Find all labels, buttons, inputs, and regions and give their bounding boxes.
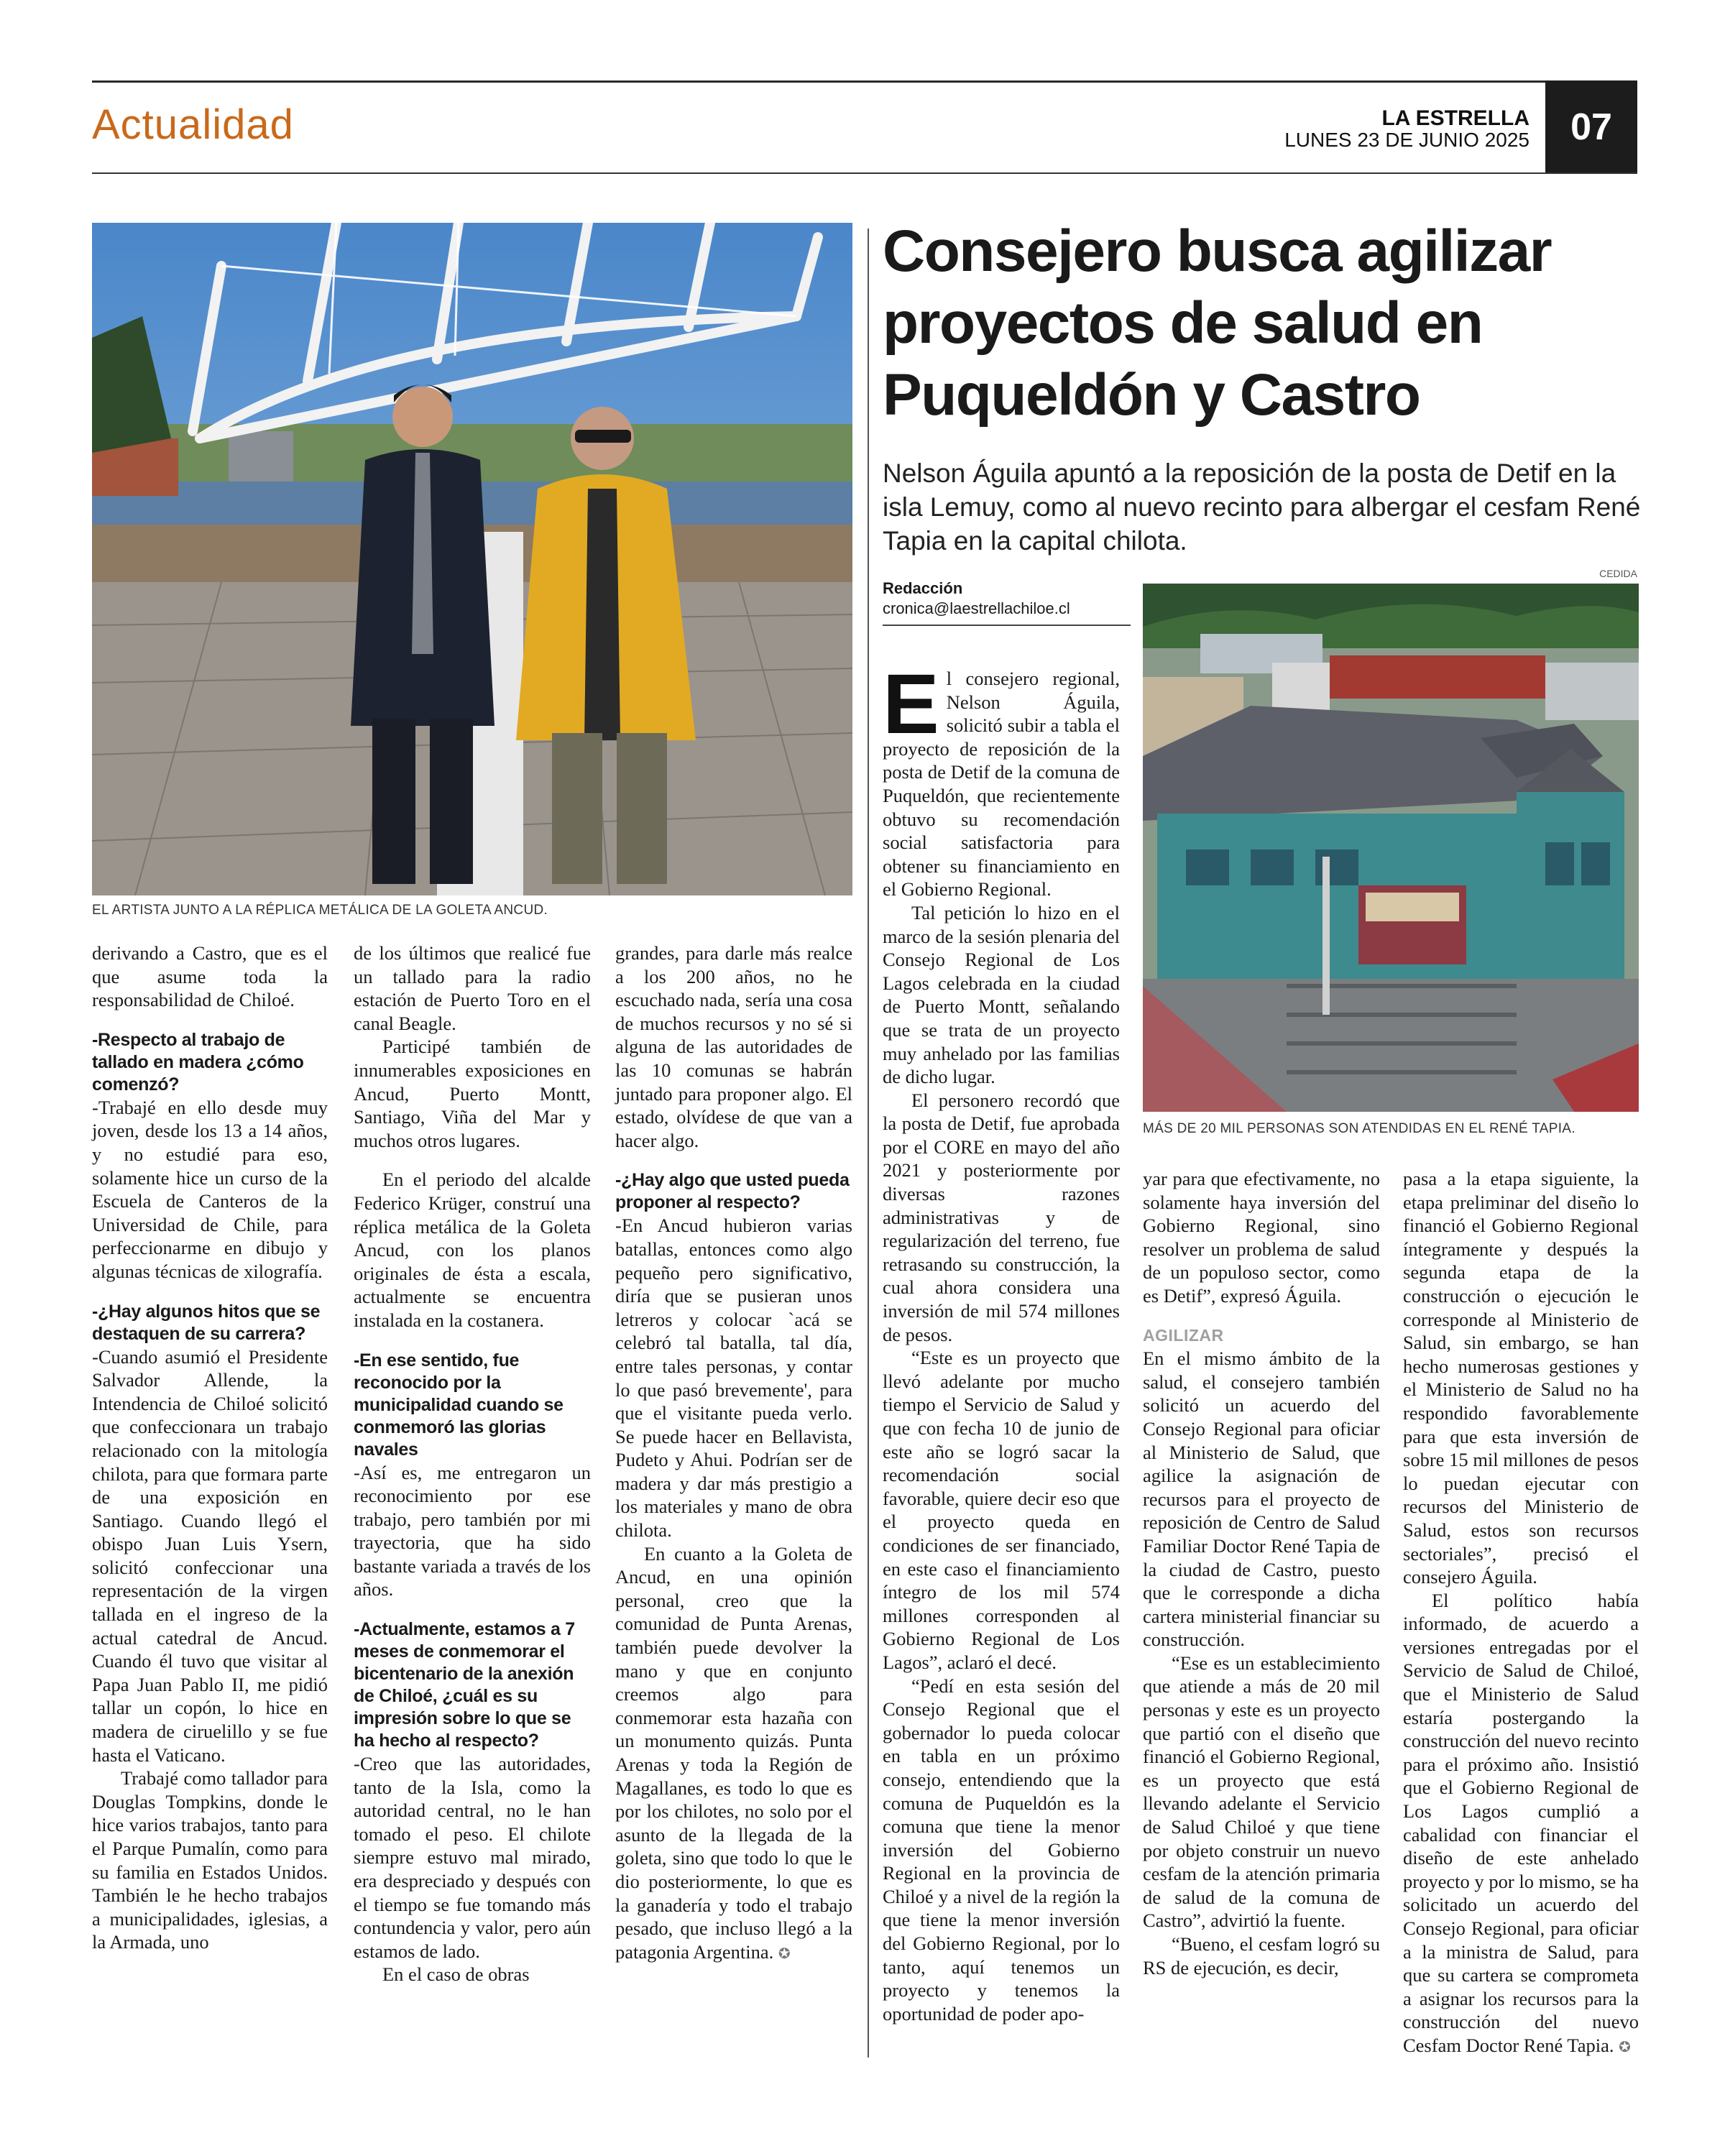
paragraph: En el periodo del alcalde Federico Krüger, construí una réplica metálica de la Goleta Ancud, con los planos originales de ésta a escala, actualmente se encuentra instalada en la costanera. — [354, 1169, 591, 1331]
interview-question: -¿Hay algunos hitos que se destaquen de su carrera? — [92, 1301, 321, 1344]
artist-photo — [92, 223, 852, 895]
paragraph: de los últimos que realicé fue un tallado para la radio estación de Puerto Toro en el canal Beagle. — [354, 942, 591, 1034]
cesfam-photo-caption: MÁS DE 20 MIL PERSONAS SON ATENDIDAS EN EL RENÉ TAPIA. — [1143, 1121, 1576, 1136]
interview-column-2 — [354, 941, 591, 1986]
byline-email: cronica@laestrellachiloe.cl — [883, 599, 1070, 617]
interview-column-1 — [92, 941, 328, 1954]
interview-question: -Respecto al trabajo de tallado en madera ¿cómo comenzó? — [92, 1029, 304, 1095]
end-mark-icon: ✪ — [778, 1944, 791, 1962]
paragraph: “Pedí en esta sesión del Consejo Regional que el gobernador lo pueda colocar en tabla en un próximo consejo, entendiendo que la comuna de Puqueldón es la comuna que tiene la menor inversión del Gobierno Regional en la provincia de Chiloé y a nivel de la región la que tiene la menor inversión del Gobierno Regional, por lo tanto, aquí tenemos un proyecto y tenemos la oportunidad de poder apo- — [883, 1674, 1120, 2024]
paragraph — [615, 1542, 852, 1966]
paragraph: “Ese es un establecimiento que atiende a más de 20 mil personas y este es un proyecto que partió con el diseño que financió el Gobierno Regional, es un proyecto que está llevando adelante el Servicio de Salud Chiloé y que tiene por objeto construir un nuevo cesfam de la atención primaria de salud de la comuna de Castro”, advirtió la fuente. — [1143, 1651, 1380, 1932]
article-column-1 — [883, 657, 1120, 2025]
paragraph: En el caso de obras — [382, 1963, 530, 1986]
paragraph: -Trabajé en ello desde muy joven, desde los 13 a 14 años, y no estudié para eso, solamente hice un curso de la Escuela de Canteros de la Universidad de Chile, para perfeccionarme en dibujo y algunas técnicas de xilografía. — [92, 1096, 328, 1282]
photo-credit: CEDIDA — [1599, 568, 1637, 579]
page-number: 07 — [1545, 80, 1637, 174]
paragraph: “Este es un proyecto que llevó adelante por mucho tiempo el Servicio de Salud y que con fecha 10 de junio de este año se logró sacar la recomendación social favorable, quiere decir eso que el proyecto queda en condiciones de ser financiado, en este caso el financiamiento íntegro de los mil 574 millones corresponden al Gobierno Regional de Los Lagos”, aclaró el decé. — [883, 1347, 1120, 1673]
byline — [883, 579, 1131, 626]
paragraph: Tal petición lo hizo en el marco de la sesión plenaria del Consejo Regional de Los Lagos celebrada en la ciudad de Puerto Montt, señalando que se trata de un proyecto muy anhelado por las familias de dicho lugar. — [883, 901, 1120, 1088]
paragraph: Trabajé como tallador para Douglas Tompkins, donde le hice varios trabajos, tanto para el Parque Pumalín, como para su familia en Estados Unidos. También le he hecho trabajos a municipalidades, iglesias, a la Armada, uno — [92, 1767, 328, 1953]
artist-photo-caption: EL ARTISTA JUNTO A LA RÉPLICA METÁLICA DE LA GOLETA ANCUD. — [92, 903, 548, 918]
header-top-rule — [92, 80, 1637, 83]
paragraph: derivando a Castro, que es el que asume toda la responsabilidad de Chiloé. — [92, 942, 328, 1011]
paragraph — [1403, 1589, 1639, 2059]
header-bottom-rule — [92, 172, 1637, 174]
lead-paragraph — [883, 657, 1120, 901]
interview-column-3 — [615, 941, 852, 1965]
publication-name: LA ESTRELLA — [1381, 106, 1530, 130]
lead-paragraph-text: l consejero regional, Nelson Águila, solicitó subir a tabla el proyecto de reposición de la posta de Detif de la comuna de Puqueldón, que recientemente obtuvo su recomendación social satisfactoria para obtener su financiamiento en el Gobierno Regional. — [883, 668, 1120, 900]
article-column-3 — [1403, 1167, 1639, 2059]
section-title: Actualidad — [92, 101, 294, 148]
paragraph: “Bueno, el cesfam logró su RS de ejecución, es decir, — [1143, 1933, 1380, 1978]
paragraph: yar para que efectivamente, no solamente haya inversión del Gobierno Regional, sino resolver un problema de salud de un populoso sector, como es Detif”, expresó Águila. — [1143, 1168, 1380, 1307]
paragraph: -En Ancud hubieron varias batallas, entonces como algo pequeño pero significativo, diría que se pusieran unos letreros y colocar `acá se celebró tal batalla, tal día, entre tales personas, y contar lo que pasó brevemente', para que el visitante pueda verlo. Se puede hacer en Bellavista, Pudeto y Ahui. Podrían ser de madera y dar más prestigio a los materiales y mano de obra chilota. — [615, 1215, 852, 1542]
article-subhead: AGILIZAR — [1143, 1325, 1224, 1345]
paragraph: pasa a la etapa siguiente, la etapa preliminar del diseño lo financió el Gobierno Regional íntegramente y después la segunda etapa de la construcción o ejecución le corresponde al Ministerio de Salud, sin embargo, se han hecho numerosas gestiones y el Ministerio de Salud no ha respondido favorablemente para que esta inversión de sobre 15 mil millones de pesos lo puedan ejecutar con recursos del Ministerio de Salud, estos son recursos sectoriales”, precisó el consejero Águila. — [1403, 1168, 1639, 1588]
end-mark-icon: ✪ — [1619, 2037, 1631, 2055]
byline-name: Redacción — [883, 579, 963, 597]
article-headline: Consejero busca agilizar proyectos de salud en Puqueldón y Castro — [883, 218, 1552, 428]
column-rule — [868, 229, 869, 2058]
artist-photo-illustration — [92, 223, 852, 895]
interview-question: -Actualmente, estamos a 7 meses de conmemorar el bicentenario de la anexión de Chiloé, ¿cuál es su impresión sobre lo que se ha hecho al respecto? — [354, 1619, 575, 1751]
article-deck: Nelson Águila apuntó a la reposición de la posta de Detif en la isla Lemuy, como al nuevo recinto para albergar el cesfam René Tapia en la capital chilota. — [883, 459, 1641, 556]
paragraph: En el mismo ámbito de la salud, el consejero también solicitó un acuerdo del Consejo Regional para oficiar al Ministerio de Salud, que agilice la asignación de recursos para el proyecto de reposición de Centro de Salud Familiar Doctor René Tapia de la ciudad de Castro, puesto que le corresponde a dicha cartera ministerial financiar su construcción. — [1143, 1348, 1380, 1651]
cesfam-photo-illustration — [1143, 584, 1639, 1112]
paragraph: -Cuando asumió el Presidente Salvador Allende, la Intendencia de Chiloé solicitó que confeccionara un trabajo relacionado con la mitología chilota, para que formara parte de una exposición en Santiago. Cuando llegó el obispo Juan Luis Ysern, solicitó confeccionar una representación de la virgen tallada en el ingreso de la actual catedral de Ancud. Cuando él tuvo que visitar al Papa Juan Pablo II, me pidió tallar un copón, lo hice en madera de ciruelillo y se fue hasta el Vaticano. — [92, 1345, 328, 1766]
paragraph: El personero recordó que la posta de Detif, fue aprobada por el CORE en mayo del año 2021 y posteriormente por diversas razones administrativas y de regularización del terreno, fue retrasando su construcción, la cual ahora considera una inversión de mil 574 millones de pesos. — [883, 1089, 1120, 1345]
paragraph: grandes, para darle más realce a los 200 años, no he escuchado nada, sería una cosa de muchos recursos y no sé si alguna de las autoridades de las 10 comunas se habrán juntado para proponer algo. El estado, olvídese de que van a hacer algo. — [615, 942, 852, 1151]
interview-question: -¿Hay algo que usted pueda proponer al respecto? — [615, 1170, 850, 1213]
paragraph: Participé también de innumerables exposiciones en Ancud, Puerto Montt, Santiago, Viña del Mar y muchos otros lugares. — [354, 1036, 591, 1151]
drop-cap: E — [883, 657, 939, 752]
paragraph: -Creo que las autoridades, tanto de la Isla, como la autoridad central, no le han tomado el peso. El chilote siempre estuvo mal mirado, era despreciado y después con el tiempo se fue tomando más contundencia y valor, pero aún estamos de lado. — [354, 1753, 591, 1962]
cesfam-photo — [1143, 584, 1639, 1112]
paragraph: -Así es, me entregaron un reconocimiento por ese trabajo, pero también por mi trayectoria, que ha sido bastante variada a través de los años. — [354, 1461, 591, 1600]
article-column-2 — [1143, 1167, 1380, 1979]
paragraph-text: El político había informado, de acuerdo a versiones entregadas por el Servicio de Salud de Chiloé, que el Ministerio de Salud estaría postergando la construcción del nuevo recinto para el próximo año. Insistió que el Gobierno Regional de Los Lagos cumplió a cabalidad con financiar el diseño de este anhelado proyecto y por lo mismo, se ha solicitado un acuerdo del Consejo Regional, para oficiar a la ministra de Salud, para que su cartera se comprometa a asignar los recursos para la construcción del nuevo Cesfam Doctor René Tapia. — [1403, 1589, 1639, 2056]
paragraph-text: En cuanto a la Goleta de Ancud, en una opinión personal, creo que la comunidad de Punta Arenas, también puede devolver la mano y que en conjunto creemos algo para conmemorar esta hazaña con un monumento quizás. Punta Arenas y toda la Región de Magallanes, es todo lo que es por los chilotes, no solo por el asunto de la llegada de la goleta, sino que todo lo que le dio posteriormente, lo que es la ganadería y todo el trabajo pesado, que incluso llegó a la patagonia Argentina. — [615, 1542, 852, 1963]
interview-question: -En ese sentido, fue reconocido por la municipalidad cuando se conmemoró las glorias navales — [354, 1350, 564, 1460]
publication-date: LUNES 23 DE JUNIO 2025 — [1284, 129, 1530, 151]
publication-info — [1284, 108, 1530, 151]
